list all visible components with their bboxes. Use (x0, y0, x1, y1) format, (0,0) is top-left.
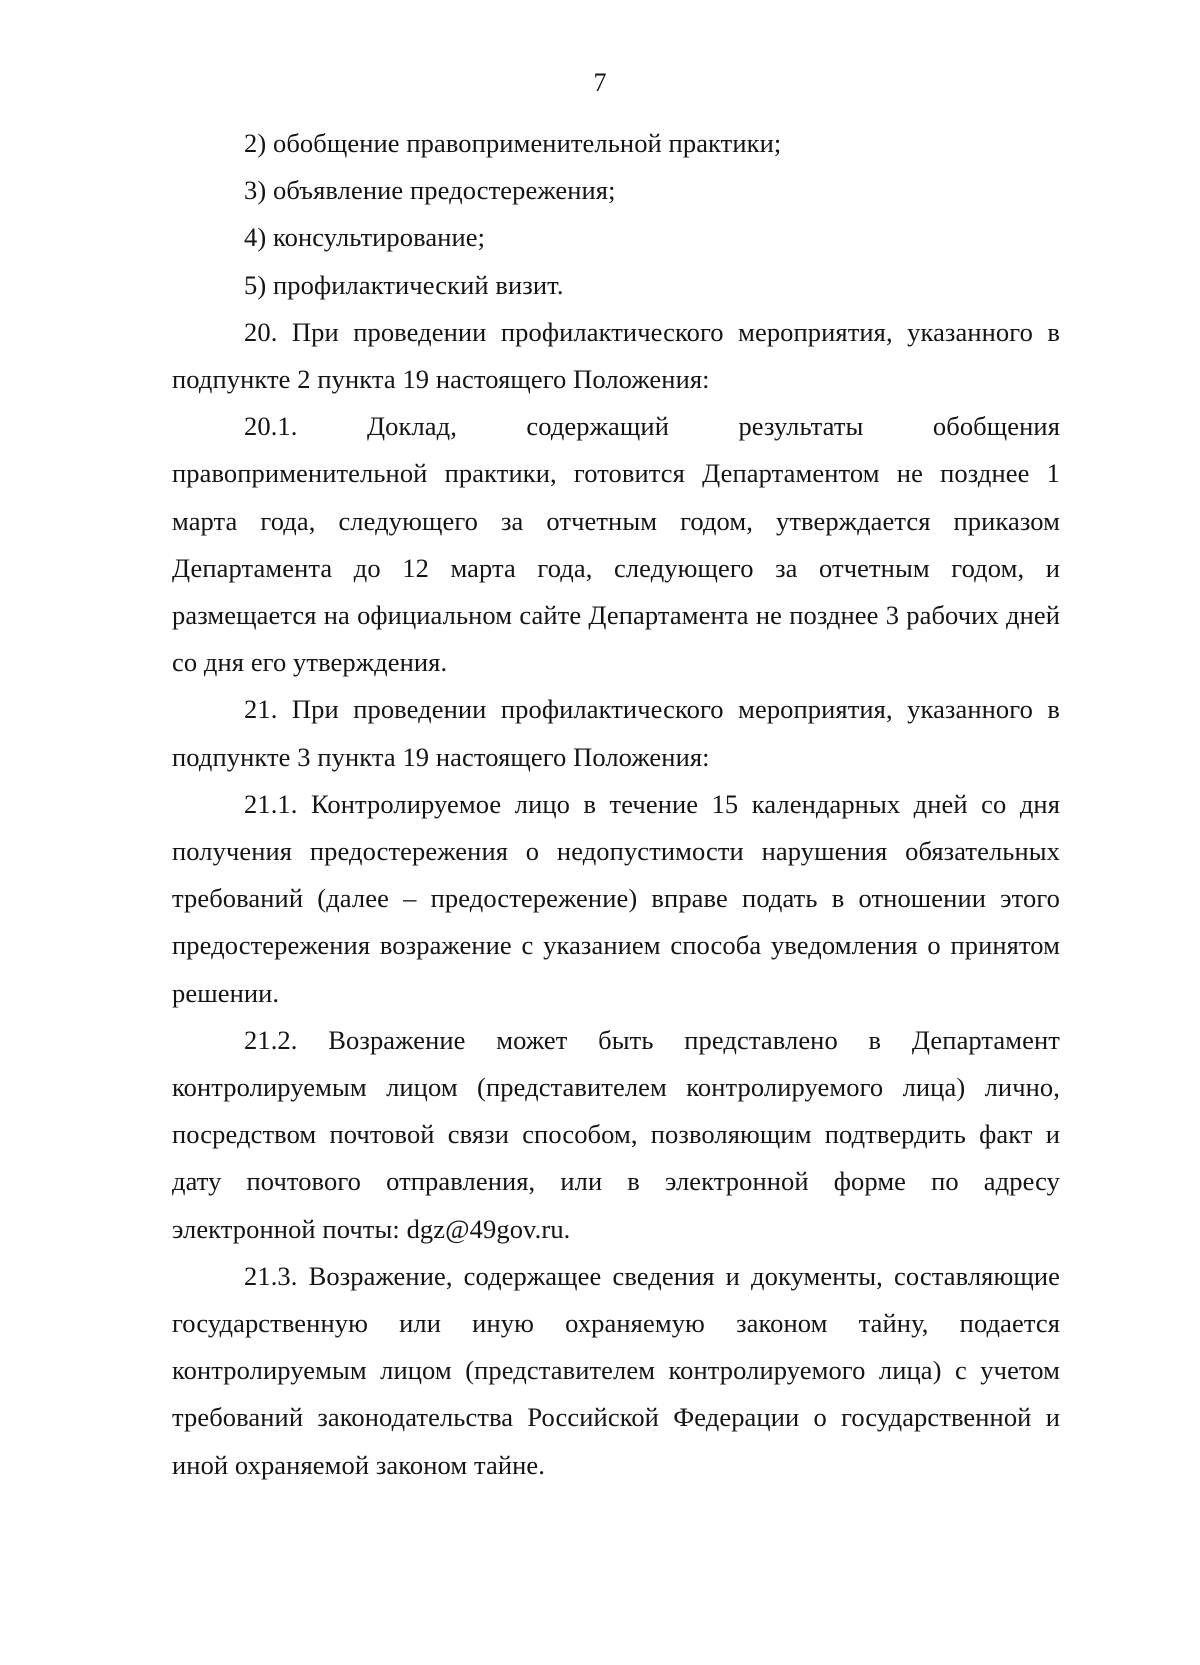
clause-20: 20. При проведении профилактического мероприятия, указанного в подпункте 2 пункта 19 настоящего Положения: (172, 316, 1060, 395)
clause-21-2: 21.2. Возражение может быть представлено в Департамент контролируемым лицом (представителем контролируемого лица) лично, посредством почтовой связи способом, позволяющим подтвердить факт и дату почтового отправления, или в электронной форме по адресу электронной почты: dgz@49gov.ru. (172, 1024, 1060, 1244)
list-item-warning: 3) объявление предостережения; (244, 175, 616, 206)
clause-21-3: 21.3. Возражение, содержащее сведения и документы, составляющие государственную или иную охраняемую законом тайну, подается контролируемым лицом (представителем контролируемого лица) с учетом требований законодательства Российской Федерации о государственной и иной охраняемой законом тайне. (172, 1260, 1060, 1480)
list-item-consulting: 4) консультирование; (244, 222, 486, 253)
list-item-preventive-visit: 5) профилактический визит. (244, 269, 564, 300)
page-number: 7 (593, 68, 607, 97)
list-item-generalization: 2) обобщение правоприменительной практики; (244, 128, 782, 158)
clause-21: 21. При проведении профилактического мероприятия, указанного в подпункте 3 пункта 19 настоящего Положения: (172, 694, 1060, 772)
document-body (172, 120, 1060, 1489)
clause-21-1: 21.1. Контролируемое лицо в течение 15 календарных дней со дня получения предостережения о недопустимости нарушения обязательных требований (далее – предостережение) вправе подать в отношении этого предостережения возражение с указанием способа уведомления о принятом решении. (172, 788, 1060, 1008)
clause-20-1: 20.1. Доклад, содержащий результаты обобщения правоприменительной практики, готовится Департаментом не позднее 1 марта года, следующего за отчетным годом, утверждается приказом Департамента до 12 марта года, следующего за отчетным годом, и размещается на официальном сайте Департамента не позднее 3 рабочих дней со дня его утверждения. (172, 411, 1060, 678)
